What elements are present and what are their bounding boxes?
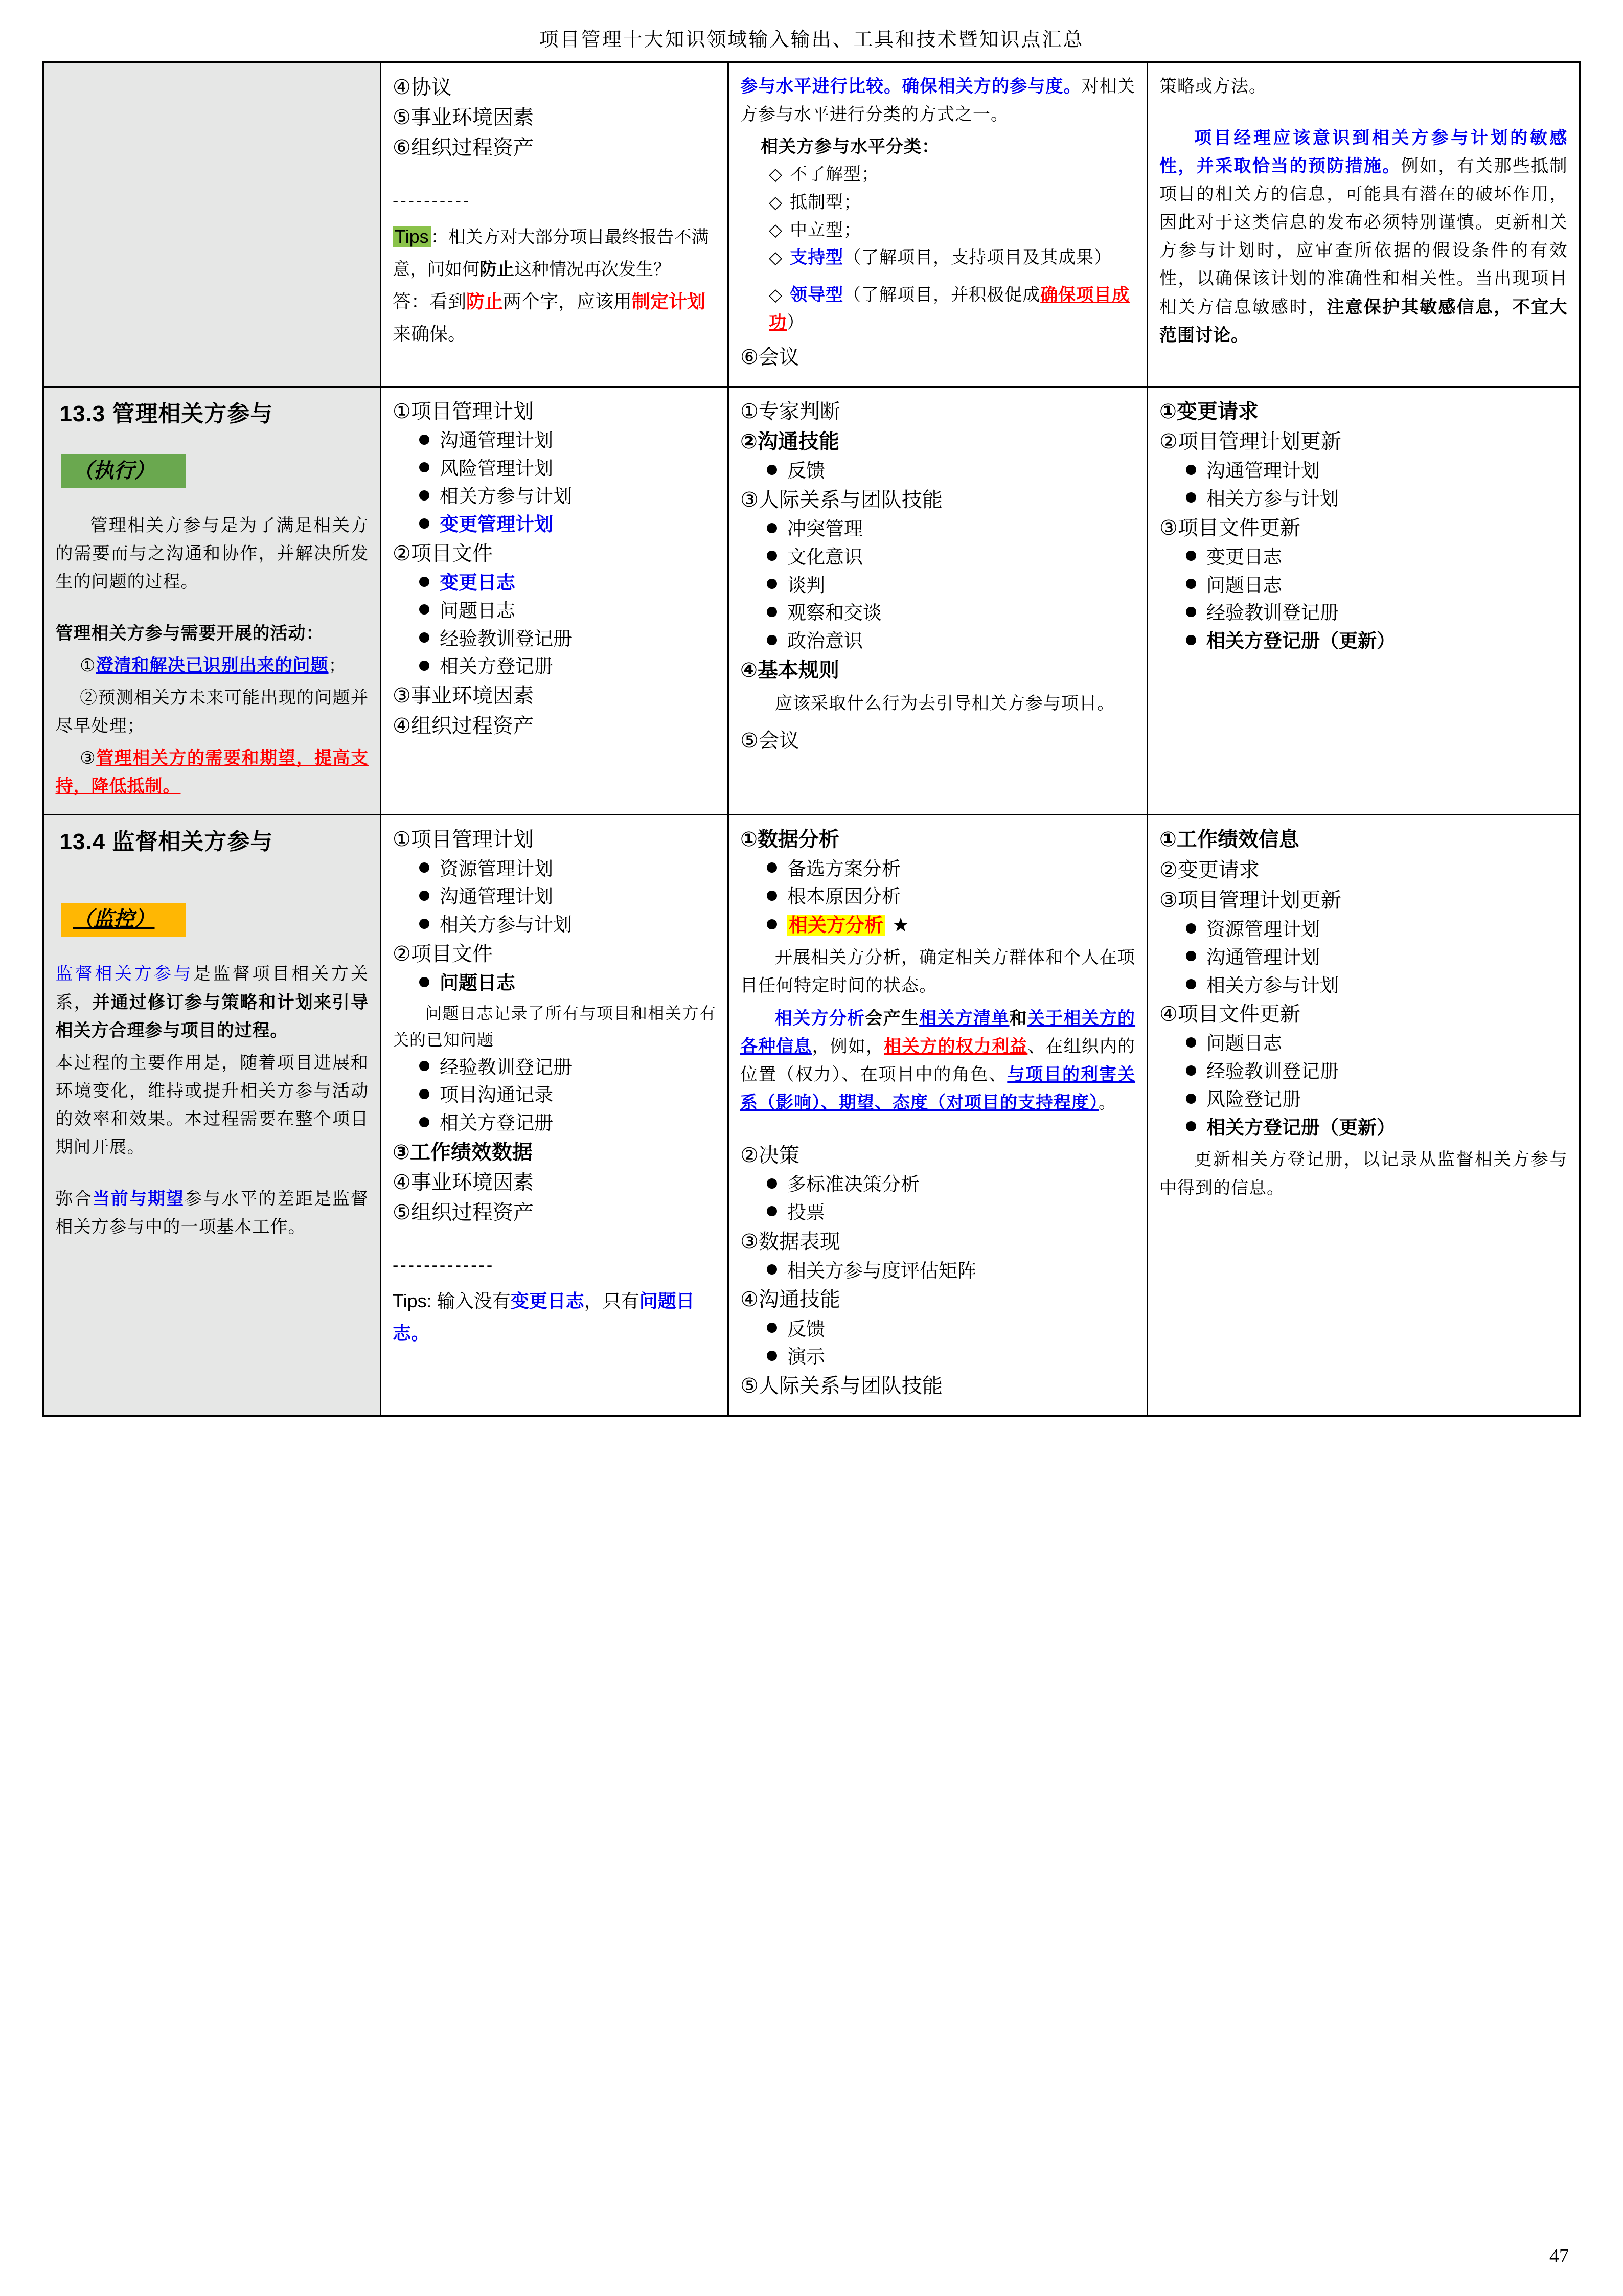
tips-prefix: Tips: 输入没有: [393, 1290, 511, 1312]
paragraph: [56, 1185, 369, 1241]
list-item: [1186, 944, 1568, 972]
paragraph: [1159, 124, 1568, 350]
diamond-label-red: 确保项目成功: [769, 285, 1130, 333]
list-item: [1186, 572, 1568, 600]
bullet-icon: [419, 435, 429, 445]
list-item-label: 相关方分析: [787, 915, 885, 936]
bullet-icon: [1186, 1065, 1196, 1076]
group-heading: ③人际关系与团队技能: [740, 488, 943, 511]
page-title-13-4: 13.4 监督相关方参与: [59, 829, 273, 855]
cont-tools-blue-text: 参与水平进行比较。确保相关方的参与度。: [740, 77, 1082, 96]
tips-answer-red-1: 防止: [466, 290, 504, 312]
list-item-label: 反馈: [787, 1318, 825, 1339]
group-heading: ②沟通技能: [740, 430, 839, 453]
divider-dashed: ----------: [393, 191, 471, 211]
bullet-icon: [767, 607, 777, 617]
list-item: [767, 457, 1135, 485]
issue-log-note: 问题日志记录了所有与项目和相关方有关的已知问题: [393, 1004, 716, 1049]
bullet-icon: [419, 1117, 429, 1127]
list-item-label: 风险登记册: [1206, 1088, 1301, 1110]
group-heading: ⑤会议: [740, 730, 799, 753]
list-item: [419, 1109, 716, 1138]
diamond-label: 抵制型；: [790, 193, 862, 212]
diamond-icon: ◇: [769, 285, 783, 305]
activity-item-1: [56, 652, 369, 680]
list-item-label: 文化意识: [787, 546, 863, 567]
cont-outputs-black-text: 例如，有关那些抵制项目的相关方的信息，可能具有潜在的破坏作用，因此对于这类信息的发布必须特别谨慎。更新相关方参与计划时，应审查所依据的假设条件的有效性，以确保该计划的准确性和相关性。当出现项目相关方信息敏感时，: [1159, 157, 1568, 317]
bullet-icon: [1186, 923, 1196, 934]
bullet-icon: [419, 604, 429, 615]
list-item: ⑤事业环境因素: [393, 106, 534, 129]
list-item-label: 相关方参与计划: [1206, 488, 1339, 509]
activities-heading: 管理相关方参与需要开展的活动：: [55, 624, 324, 643]
note2-part-e: 关于相关方的各种信息: [740, 1009, 1136, 1056]
knowledge-area-table: [42, 61, 1581, 1417]
group-heading: ④基本规则: [740, 658, 839, 681]
diamond-label-rest: （了解项目，支持项目及其成果）: [843, 248, 1112, 268]
definition-blue-term: 监督相关方参与: [55, 965, 193, 984]
group-heading: ③项目管理计划更新: [1159, 889, 1341, 912]
tips-colon: ：: [430, 228, 448, 247]
bullet-icon: [419, 977, 429, 987]
divider-dashed: -------------: [393, 1256, 495, 1276]
list-item: [767, 627, 1135, 655]
diamond-label-rest-a: （了解项目，并积极促成: [843, 285, 1041, 305]
bullet-icon: [419, 1061, 429, 1071]
list-item: [419, 625, 716, 653]
group-heading: ①专家判断: [740, 400, 840, 423]
list-item-label: 项目沟通记录: [440, 1084, 553, 1106]
list-item: [1186, 916, 1568, 944]
list-item-label: 根本原因分析: [787, 886, 901, 907]
list-item: [767, 855, 1135, 883]
group-heading: ①工作绩效信息: [1159, 828, 1299, 851]
list-item-label: 问题日志: [440, 972, 515, 994]
cont-outputs-blue-text: 项目经理应该意识到相关方参与计划的敏感性，并采取恰当的预防措施。: [1159, 129, 1568, 176]
tips-question-2b: 防止: [479, 260, 514, 280]
cell-133-outputs: [1148, 387, 1580, 815]
bullet-icon: [419, 919, 429, 929]
list-item-label: 相关方参与计划: [440, 486, 572, 507]
diamond-label-blue: 支持型: [790, 248, 844, 268]
list-item: [767, 572, 1135, 600]
cell-134-tools: [728, 815, 1148, 1416]
activity-text: 澄清和解决已识别出来的问题: [96, 656, 329, 676]
list-item-label: 相关方参与计划: [1206, 974, 1339, 996]
list-item-label: 经验教训登记册: [440, 1056, 572, 1078]
list-item: [419, 483, 716, 511]
bullet-icon: [419, 518, 429, 529]
bullet-icon: [767, 523, 777, 533]
cell-133-process: [43, 387, 381, 815]
list-item: [767, 1343, 1135, 1371]
status-badge-label: （监控）: [73, 907, 155, 931]
bullet-icon: [767, 919, 777, 929]
list-item: [1186, 457, 1568, 485]
bullet-icon: [1186, 607, 1196, 617]
list-item: [419, 1054, 716, 1082]
activity-num: ③: [80, 749, 97, 768]
activity-item-2: ②预测相关方未来可能出现的问题并尽早处理；: [55, 689, 369, 736]
cell-133-inputs: [381, 387, 728, 815]
group-heading: ①变更请求: [1159, 400, 1259, 423]
tips-answer-suffix: 来确保。: [393, 323, 467, 344]
note2-part-c: 相关方清单: [919, 1009, 1010, 1028]
group-heading: ③事业环境因素: [393, 685, 534, 708]
group-heading: ②项目文件: [393, 942, 493, 965]
diamond-item: [769, 189, 1135, 217]
activity-num: ①: [80, 656, 96, 676]
list-item-label: 备选方案分析: [787, 858, 901, 879]
note2-part-h: 、在组织内的位置（权力）、在项目中的角色、: [740, 1037, 1136, 1084]
bullet-icon: [1186, 635, 1196, 645]
diamond-label-blue: 领导型: [790, 285, 844, 305]
bullet-icon: [419, 577, 429, 587]
list-item-label: 经验教训登记册: [1206, 1061, 1339, 1082]
note2-part-j: 态度（对项目的支持程度）: [893, 1093, 1099, 1112]
status-badge-monitoring: [61, 903, 186, 937]
list-item: [419, 1081, 716, 1109]
group-heading: ①项目管理计划: [393, 828, 534, 851]
list-item: [1186, 1114, 1568, 1142]
list-item-label: 相关方登记册: [440, 656, 553, 677]
paragraph: 本过程的主要作用是，随着项目进展和环境变化，维持或提升相关方参与活动的效率和效果。本过程需要在整个项目期间开展。: [55, 1053, 369, 1157]
group-heading: ④事业环境因素: [393, 1171, 534, 1194]
diamond-label: 不了解型；: [790, 165, 880, 185]
list-item: [1186, 972, 1568, 1000]
list-item-label: 问题日志: [1206, 574, 1282, 596]
group-heading: ②项目文件: [393, 542, 493, 565]
list-item: [419, 455, 716, 483]
page-number: 47: [1549, 2245, 1569, 2267]
list-item-label: 变更日志: [1206, 546, 1282, 567]
tips-mid: ，只有: [584, 1290, 639, 1312]
bullet-icon: [767, 1178, 777, 1189]
group-heading: ②变更请求: [1159, 858, 1260, 881]
list-item-label: 资源管理计划: [440, 858, 553, 879]
star-icon: ★: [892, 915, 910, 937]
group-heading: ②项目管理计划更新: [1159, 430, 1341, 453]
bullet-icon: [767, 1206, 777, 1216]
diamond-icon: ◇: [769, 165, 783, 185]
note2-part-g: 相关方的权力利益: [884, 1037, 1028, 1056]
table-row-13-3: [43, 387, 1580, 815]
diamond-icon: ◇: [769, 193, 783, 212]
list-item: [419, 427, 716, 455]
list-item-label: 沟通管理计划: [1206, 946, 1320, 968]
stakeholder-analysis-note-2: [740, 1005, 1135, 1117]
paragraph: 管理相关方参与是为了满足相关方的需要而与之沟通和协作，并解决所发生的问题的过程。: [55, 516, 369, 592]
bullet-icon: [1186, 579, 1196, 589]
activity-tail: ；: [328, 656, 347, 676]
list-item-label: 相关方参与度评估矩阵: [787, 1260, 976, 1281]
bullet-icon: [767, 862, 777, 873]
tips-question-3: 种情况再次发生？: [532, 260, 671, 280]
bullet-icon: [419, 891, 429, 901]
diamond-item-supportive: [769, 244, 1135, 272]
cell-cont-outputs: [1148, 62, 1580, 387]
bullet-icon: [1186, 492, 1196, 503]
list-item: [1186, 1086, 1568, 1114]
bullet-icon: [767, 551, 777, 561]
diamond-icon: ◇: [769, 248, 783, 268]
page-title-13-3: 13.3 管理相关方参与: [59, 401, 273, 426]
definition-black-text: 是监督项目相关方关系，: [55, 965, 369, 1012]
note2-part-b: 会产生: [865, 1009, 920, 1028]
bullet-icon: [767, 465, 777, 475]
cell-cont-tools: [728, 62, 1148, 387]
bullet-icon: [767, 1264, 777, 1275]
cell-133-tools: [728, 387, 1148, 815]
list-item: [419, 883, 716, 911]
list-item: [419, 911, 716, 939]
list-item-label: 经验教训登记册: [1206, 602, 1339, 624]
paragraph: [56, 960, 369, 1044]
list-item-label: 资源管理计划: [1206, 919, 1320, 940]
cell-cont-process: [43, 62, 381, 387]
definition-bold-text: 并通过修订参与策略和计划来引导相关方合理参与项目的过程。: [55, 993, 369, 1040]
list-item-label: 相关方登记册（更新）: [1206, 630, 1396, 652]
note2-part-k: 。: [1099, 1093, 1116, 1112]
group-heading: ④项目文件更新: [1159, 1003, 1300, 1026]
group-heading: ①数据分析: [740, 828, 839, 851]
list-item: [767, 1315, 1135, 1344]
paragraph: 策略或方法。: [1159, 77, 1267, 96]
cell-134-process: [43, 815, 381, 1416]
note2-part-a: 相关方分析: [775, 1009, 865, 1028]
list-item-label: 相关方登记册（更新）: [1206, 1117, 1396, 1138]
tips-question-2a: 终报告不满意，问如何: [393, 228, 709, 280]
tips-answer-mid: 两个字，应该用: [503, 290, 632, 312]
table-row-13-4: [43, 815, 1580, 1416]
list-item: ④协议: [393, 76, 452, 99]
bullet-icon: [1186, 465, 1196, 475]
note2-part-f: ，例如，: [812, 1037, 884, 1056]
list-item-label: 谈判: [787, 574, 825, 596]
activity-item-3: [56, 744, 369, 801]
list-item: [767, 1199, 1135, 1227]
bullet-icon: [1186, 979, 1196, 989]
tips-answer-prefix: 答：看到: [393, 290, 467, 312]
paragraph: [740, 73, 1135, 129]
list-item: [1186, 485, 1568, 513]
bullet-icon: [767, 1323, 777, 1333]
gap-text-post: 参与水平的差距是监督相关方参与中的一项基本工作。: [55, 1190, 369, 1237]
list-item-label: 冲突管理: [787, 518, 863, 540]
cell-cont-inputs: [381, 62, 728, 387]
group-heading: ④组织过程资产: [393, 715, 534, 738]
bullet-icon: [1186, 1121, 1196, 1131]
diamond-label: 中立型；: [790, 221, 862, 240]
group-heading: ③数据表现: [740, 1230, 840, 1253]
tips-blue-2: 问题日志。: [393, 1290, 695, 1344]
list-item-label: 问题日志: [440, 600, 515, 621]
group-heading: ③工作绩效数据: [393, 1141, 533, 1164]
group-heading: ③项目文件更新: [1159, 516, 1300, 539]
tips-label: Tips: [393, 226, 431, 247]
list-item-label: 沟通管理计划: [440, 429, 553, 451]
gap-text-blue: 当前与期望: [92, 1190, 185, 1209]
list-item: [1186, 599, 1568, 627]
bullet-icon: [1186, 551, 1196, 561]
group-heading: ⑤人际关系与团队技能: [740, 1375, 943, 1398]
list-item: [419, 969, 716, 997]
list-item: [419, 511, 716, 539]
bullet-icon: [419, 661, 429, 671]
diamond-item: [769, 217, 1135, 244]
note2-part-d: 和: [1009, 1009, 1027, 1028]
list-item-label: 风险管理计划: [440, 458, 553, 479]
bullet-icon: [767, 891, 777, 901]
stakeholder-register-note: 更新相关方登记册，以记录从监督相关方参与中得到的信息。: [1159, 1150, 1568, 1198]
list-item: [767, 515, 1135, 543]
diamond-item: [769, 161, 1135, 189]
list-item-label: 变更日志: [440, 572, 515, 594]
gap-text-prefix: 弥合: [55, 1190, 93, 1209]
list-item: [1186, 543, 1568, 572]
list-item-label: 政治意识: [787, 630, 863, 652]
list-item-label: 反馈: [787, 460, 825, 482]
bullet-icon: [419, 462, 429, 472]
list-item-label: 经验教训登记册: [440, 628, 572, 649]
diamond-label-rest-b: ）: [787, 313, 805, 333]
list-item-label: 演示: [787, 1346, 825, 1368]
list-item-label: 投票: [787, 1201, 825, 1223]
diamond-item-leading: [769, 282, 1135, 337]
ground-rules-note: 应该采取什么行为去引导相关方参与项目。: [775, 694, 1115, 714]
tips-answer: [393, 285, 716, 350]
bullet-icon: [419, 862, 429, 873]
status-badge-executing: （执行）: [61, 454, 186, 488]
list-item: [767, 1171, 1135, 1199]
table-row-continuation: [43, 62, 1580, 387]
cont-tools-black-text: 对相关方参与水平进行分类的方式之一。: [740, 77, 1136, 125]
activity-text: 管理相关方的需要和期望，提高支持，降低抵制。: [55, 749, 369, 797]
tips-blue-1: 变更日志: [510, 1290, 584, 1312]
list-item: [1186, 1058, 1568, 1086]
bullet-icon: [419, 1089, 429, 1099]
tips-block: [393, 220, 716, 285]
list-item-label: 变更管理计划: [440, 514, 553, 535]
bullet-icon: [1186, 1037, 1196, 1048]
list-item: ⑥组织过程资产: [393, 137, 534, 160]
list-item-label: 问题日志: [1206, 1033, 1282, 1054]
list-item: [1186, 1030, 1568, 1058]
list-item-label: 沟通管理计划: [1206, 460, 1320, 482]
list-item-stakeholder-analysis: [767, 911, 1135, 940]
tips-answer-red-2: 制定计划: [632, 290, 706, 312]
list-item-label: 相关方参与计划: [440, 914, 572, 936]
list-item-label: 观察和交谈: [787, 602, 882, 624]
page-header: 项目管理十大知识领域输入输出、工具和技术暨知识点汇总: [539, 29, 1084, 51]
diamond-icon: ◇: [769, 221, 783, 240]
group-heading: ④沟通技能: [740, 1288, 840, 1311]
note2-part-i: 与项目的利害关系（影响）、期望、: [740, 1065, 1136, 1112]
bullet-icon: [419, 490, 429, 501]
list-item: [419, 653, 716, 681]
tips-question-1: 相关方对大部分项目最: [448, 228, 622, 247]
list-item: [767, 1257, 1135, 1285]
list-item: [1186, 627, 1568, 655]
bullet-icon: [1186, 951, 1196, 961]
cell-134-outputs: [1148, 815, 1580, 1416]
cont-outputs-bold-text: 注意保护其敏感信息，不宜大范围讨论。: [1159, 298, 1568, 345]
group-heading: ①项目管理计划: [393, 400, 534, 423]
group-heading: ②决策: [740, 1144, 799, 1167]
list-item-meetings: ⑥会议: [740, 346, 799, 369]
list-item: [767, 599, 1135, 627]
engagement-level-heading: 相关方参与水平分类：: [761, 138, 940, 157]
list-item: [419, 855, 716, 883]
tips-block: [393, 1285, 716, 1349]
list-item-label: 沟通管理计划: [440, 886, 553, 907]
list-item-label: 多标准决策分析: [787, 1174, 920, 1195]
stakeholder-analysis-note-1: 开展相关方分析，确定相关方群体和个人在项目任何特定时间的状态。: [740, 948, 1135, 996]
cell-134-inputs: [381, 815, 728, 1416]
bullet-icon: [1186, 1094, 1196, 1104]
bullet-icon: [419, 632, 429, 643]
list-item: [767, 883, 1135, 911]
list-item: [419, 569, 716, 597]
bullet-icon: [767, 579, 777, 589]
list-item: [767, 543, 1135, 572]
bullet-icon: [767, 635, 777, 645]
group-heading: ⑤组织过程资产: [393, 1201, 534, 1224]
bullet-icon: [767, 1351, 777, 1361]
tips-question-2c: 这: [514, 260, 532, 280]
list-item: [419, 597, 716, 625]
list-item-label: 相关方登记册: [440, 1112, 553, 1133]
